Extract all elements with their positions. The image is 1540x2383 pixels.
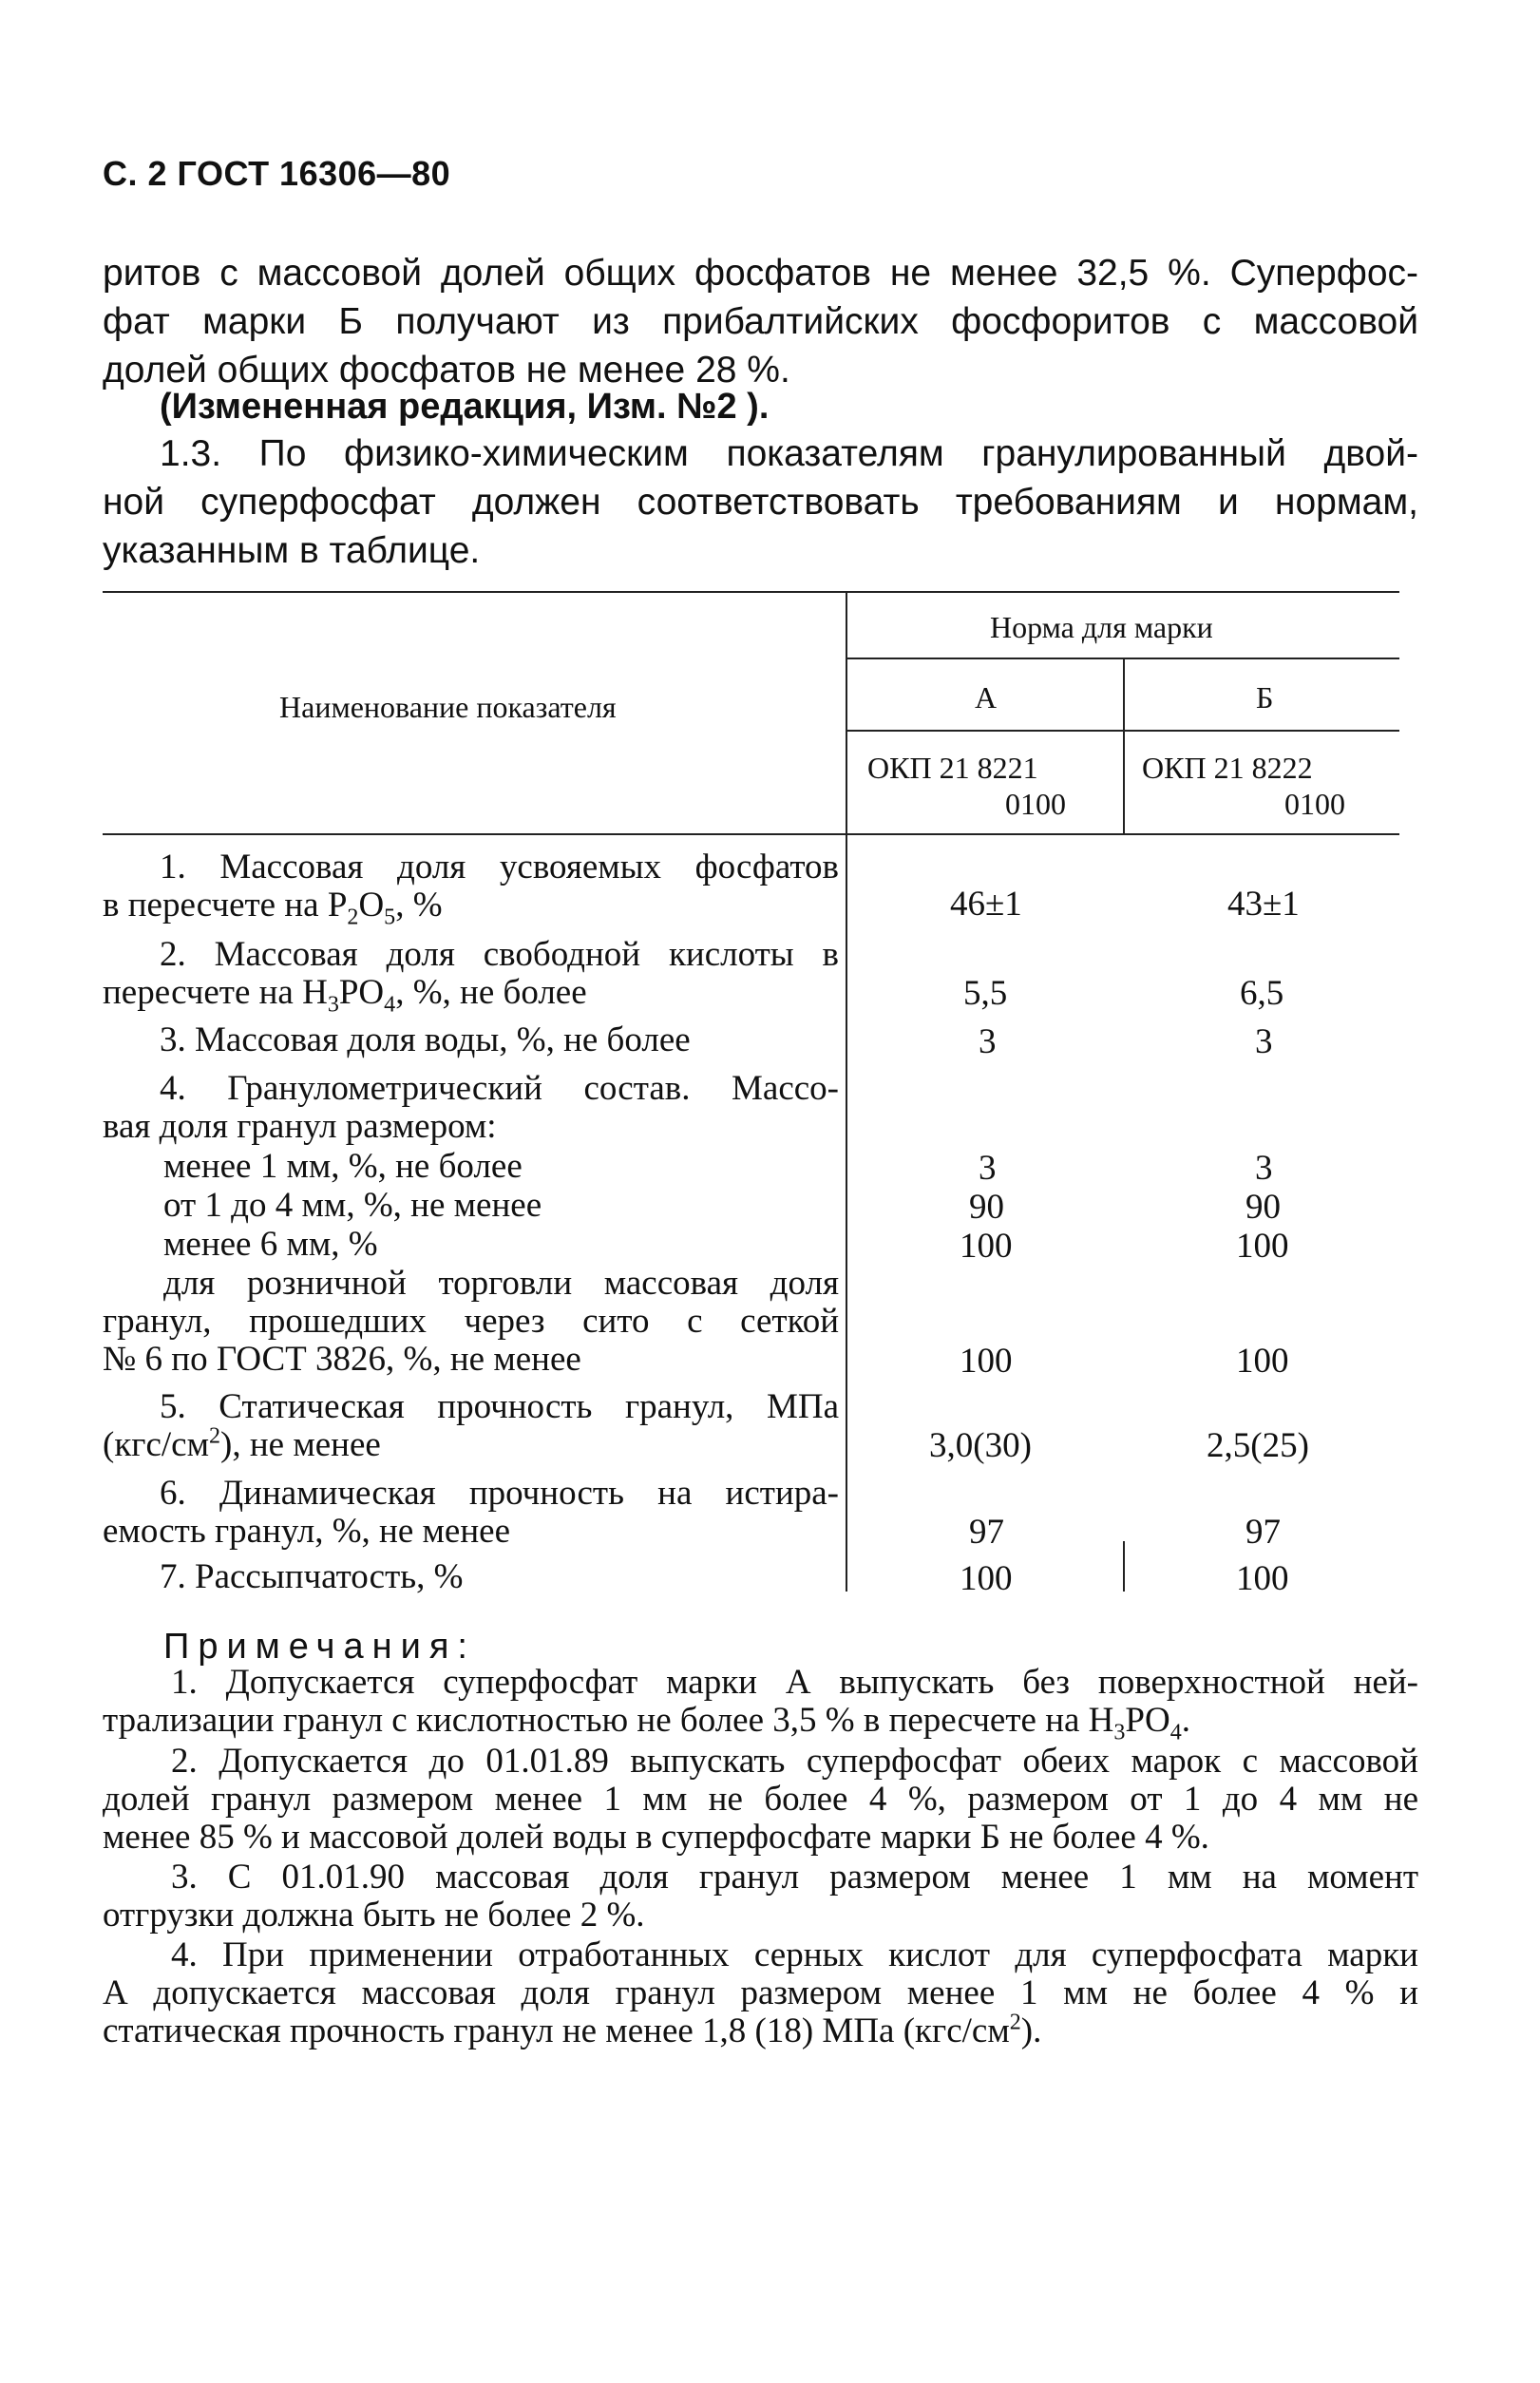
- table-cell-a: 46±1: [950, 885, 1022, 924]
- paragraph-line: ной суперфосфат должен соответствовать требованиям и нормам,: [103, 482, 1418, 523]
- column-header-grade-b: Б: [1256, 680, 1274, 715]
- okp-code-a-suffix: 0100: [1005, 787, 1066, 821]
- paragraph-1: [103, 249, 1418, 394]
- note-4: [103, 1936, 1418, 2050]
- table-col-divider: [846, 591, 847, 833]
- amendment-note: (Измененная редакция, Изм. №2 ).: [160, 387, 770, 427]
- table-cell-b: 90: [1245, 1188, 1281, 1227]
- paragraph-line: указанным в таблице.: [103, 530, 481, 571]
- note-line: менее 85 % и массовой долей воды в суперфосфате марки Б не более 4 %.: [103, 1818, 1209, 1857]
- row-label-line: 2. Массовая доля свободной кислоты в: [160, 935, 839, 974]
- column-header-name: Наименование показателя: [279, 690, 617, 724]
- row-label-line: гранул, прошедших через сито с сеткой: [103, 1302, 839, 1341]
- row-label-line: менее 6 мм, %: [163, 1225, 378, 1264]
- row-label-line: 7. Рассыпчатость, %: [160, 1557, 464, 1596]
- note-3: [103, 1859, 1418, 1935]
- table-cell-a: 100: [960, 1342, 1013, 1381]
- note-line: долей гранул размером менее 1 мм не более 4 %, размером от 1 до 4 мм не: [103, 1780, 1418, 1819]
- row-label-line: 1. Массовая доля усвояемых фосфатов: [160, 848, 839, 886]
- table-row-label: [103, 1021, 839, 1059]
- grade-divider-rule: [846, 730, 1399, 732]
- column-header-grade-a: А: [975, 680, 998, 715]
- table-cell-b: 2,5(25): [1207, 1426, 1309, 1465]
- notes-title: Примечания:: [163, 1627, 476, 1667]
- column-header-norm: Норма для марки: [990, 610, 1213, 644]
- okp-code-a: ОКП 21 8221: [867, 751, 1038, 785]
- row-label-line: емость гранул, %, не менее: [103, 1512, 510, 1551]
- note-2: [103, 1743, 1418, 1857]
- table-row-label: [103, 1226, 839, 1264]
- header-bottom-rule: [103, 833, 1399, 835]
- table-row-label: [103, 1187, 839, 1225]
- note-line: 3. С 01.01.90 массовая доля гранул размером менее 1 мм на момент: [171, 1858, 1418, 1897]
- table-cell-a: 90: [969, 1188, 1004, 1227]
- row-label-line: вая доля гранул размером:: [103, 1107, 497, 1146]
- table-cell-b: 6,5: [1240, 974, 1284, 1013]
- note-line: 2. Допускается до 01.01.89 выпускать суперфосфат обеих марок с массовой: [171, 1742, 1418, 1781]
- table-row-label: [103, 1265, 839, 1379]
- body-col-divider: [846, 835, 847, 1592]
- table-cell-b: 97: [1245, 1513, 1281, 1552]
- okp-code-b-suffix: 0100: [1284, 787, 1345, 821]
- page-header: С. 2 ГОСТ 16306—80: [103, 154, 451, 193]
- table-top-rule: [103, 591, 1399, 593]
- row-label-line: от 1 до 4 мм, %, не менее: [163, 1186, 542, 1225]
- table-cell-b: 100: [1236, 1559, 1289, 1598]
- row-label-line: $(кгс/см^2)$, не менее: [103, 1423, 381, 1464]
- table-row-label: [103, 848, 839, 930]
- table-row-label: [103, 1475, 839, 1551]
- grade-col-divider: [1123, 658, 1125, 833]
- note-line: статическая прочность гранул не менее 1,8 (18) МПа $(кгс/см^2)$.: [103, 2010, 1042, 2050]
- row-label-line: менее 1 мм, %, не более: [163, 1147, 523, 1186]
- table-cell-a: 97: [969, 1513, 1004, 1552]
- table-cell-b: 100: [1236, 1227, 1289, 1266]
- paragraph-line: ритов с массовой долей общих фосфатов не менее 32,5 %. Суперфос-: [103, 253, 1418, 294]
- table-row-label: [103, 1558, 839, 1596]
- table-cell-b: 3: [1255, 1149, 1273, 1188]
- table-cell-b: 3: [1255, 1022, 1273, 1061]
- note-line: трализации гранул с кислотностью не более 3,5 % в пересчете на $H_3PO_4$.: [103, 1701, 1191, 1745]
- table-cell-a: 3: [979, 1149, 997, 1188]
- table-cell-a: 3: [979, 1022, 997, 1061]
- table-cell-a: 100: [960, 1559, 1013, 1598]
- note-1: [103, 1663, 1418, 1745]
- row-label-line: 5. Статическая прочность гранул, МПа: [160, 1387, 839, 1426]
- paragraph-2: [103, 429, 1418, 575]
- note-line: 1. Допускается суперфосфат марки А выпускать без поверхностной ней-: [171, 1663, 1418, 1702]
- table-cell-a: 5,5: [963, 974, 1008, 1013]
- table-row-label: [103, 1148, 839, 1186]
- row-label-line: 4. Гранулометрический состав. Массо-: [160, 1069, 839, 1108]
- row-label-line: в пересчете на $P_2O_5$, %: [103, 886, 443, 930]
- okp-code-b: ОКП 21 8222: [1142, 751, 1313, 785]
- table-row-label: [103, 1388, 839, 1464]
- paragraph-line: долей общих фосфатов не менее 28 %.: [103, 350, 790, 391]
- note-line: 4. При применении отработанных серных кислот для суперфосфата марки: [171, 1935, 1418, 1974]
- note-line: отгрузки должна быть не более 2 %.: [103, 1896, 645, 1935]
- paragraph-line: фат марки Б получают из прибалтийских фосфоритов с массовой: [103, 301, 1418, 342]
- table-cell-b: 100: [1236, 1342, 1289, 1381]
- row-label-line: для розничной торговли массовая доля: [163, 1264, 839, 1303]
- table-cell-a: 100: [960, 1227, 1013, 1266]
- row-label-line: 6. Динамическая прочность на истира-: [160, 1474, 839, 1513]
- table-cell-b: 43±1: [1227, 885, 1300, 924]
- table-cell-a: 3,0(30): [929, 1426, 1032, 1465]
- row-label-line: 3. Массовая доля воды, %, не более: [160, 1020, 691, 1059]
- row-label-line: № 6 по ГОСТ 3826, %, не менее: [103, 1340, 581, 1379]
- table-row-label: [103, 1070, 839, 1146]
- paragraph-line: 1.3. По физико-химическим показателям гранулированный двой-: [160, 433, 1418, 474]
- row-label-line: пересчете на $H_3PO_4$, %, не более: [103, 973, 587, 1018]
- body-col-divider-b: [1123, 1541, 1125, 1592]
- table-row-label: [103, 935, 839, 1018]
- note-line: А допускается массовая доля гранул размером менее 1 мм не более 4 % и: [103, 1973, 1418, 2012]
